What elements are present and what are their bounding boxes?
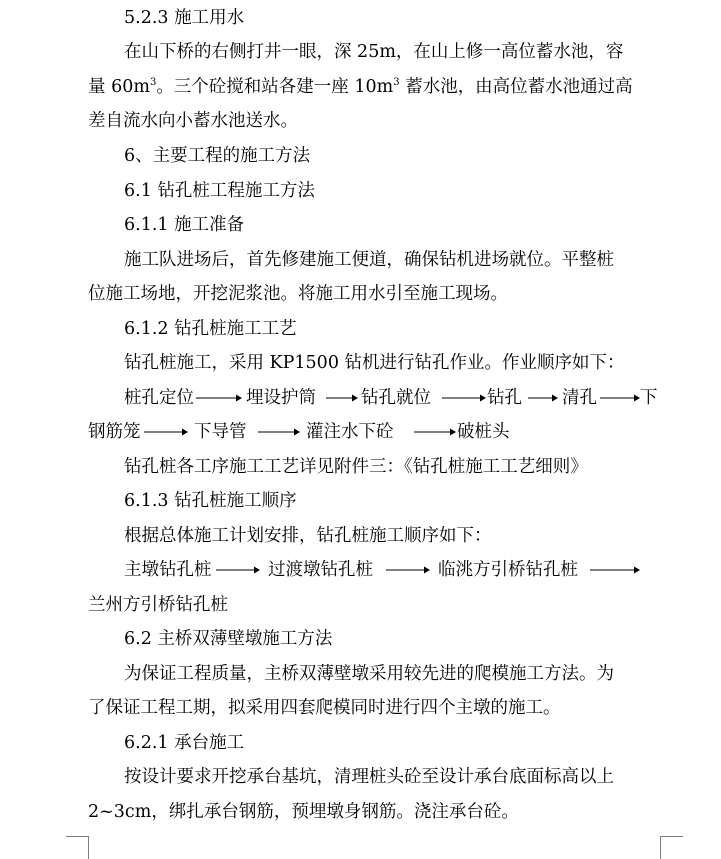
arrow-icon [258,415,300,449]
text-segment: 。三个砼搅和站各建一座 10m [156,77,394,97]
arrow-icon [326,381,358,415]
paragraph-sequence-intro: 根据总体施工计划安排，钻孔桩施工顺序如下： [124,526,492,546]
section-heading-6-1-1: 6.1.1 施工准备 [124,215,245,235]
paragraph-climbform-line1: 为保证工程质量，主桥双薄壁墩采用较先进的爬模施工方法。为 [124,664,614,684]
flow-step-drilling: 钻孔 [487,388,522,408]
paragraph-water-line1: 在山下桥的右侧打井一眼，深 25m，在山上修一高位蓄水池，容 [124,42,624,62]
paragraph-water-line3: 差自流水向小蓄水池送水。 [88,111,298,131]
flow-step-pile-positioning: 桩孔定位 [124,388,194,408]
section-heading-6-1-2: 6.1.2 钻孔桩施工工艺 [124,319,297,339]
section-heading-6-1: 6.1 钻孔桩工程施工方法 [124,181,315,201]
flow-step-lintao-approach-piles: 临洮方引桥钻孔桩 [438,560,578,580]
section-heading-6: 6、主要工程的施工方法 [124,146,311,166]
superscript: 3 [149,77,157,89]
section-heading-6-1-3: 6.1.3 钻孔桩施工顺序 [124,491,297,511]
arrow-icon [216,553,260,587]
arrow-icon [590,553,640,587]
page-corner-mark-right [660,836,683,859]
page-corner-mark-left [66,836,89,859]
paragraph-process-intro: 钻孔桩施工，采用 KP1500 钻机进行钻孔作业。作业顺序如下： [124,353,625,373]
flow-step-lanzhou-approach-piles: 兰州方引桥钻孔桩 [88,595,228,615]
section-heading-5-2-3: 5.2.3 施工用水 [124,8,245,28]
flow-step-main-pier-piles: 主墩钻孔桩 [124,560,212,580]
paragraph-prep-line1: 施工队进场后，首先修建施工便道，确保钻机进场就位。平整桩 [124,250,614,270]
flow-step-underwater-concrete: 灌注水下砼 [306,422,394,442]
flow-step-hole-cleaning: 清孔 [562,388,597,408]
paragraph-water-line2 [88,70,721,104]
arrow-icon [196,381,242,415]
text-segment: 量 60m [88,77,150,97]
flow-step-tremie: 下导管 [194,422,247,442]
paragraph-prep-line2: 位施工场地，开挖泥浆池。将施工用水引至施工现场。 [88,284,508,304]
arrow-icon [414,415,456,449]
flow-step-transition-pier-piles: 过渡墩钻孔桩 [268,560,373,580]
arrow-icon [528,381,558,415]
arrow-icon [600,381,640,415]
paragraph-pilecap-line2: 2~3cm，绑扎承台钢筋，预埋墩身钢筋。浇注承台砼。 [88,802,519,822]
flow-step-pile-head: 破桩头 [457,422,510,442]
section-heading-6-2: 6.2 主桥双薄壁墩施工方法 [124,629,333,649]
arrow-icon [386,553,430,587]
paragraph-attachment-ref: 钻孔桩各工序施工工艺详见附件三：《钻孔桩施工工艺细则》 [124,457,588,477]
flow-step-rig-position: 钻孔就位 [361,388,431,408]
section-heading-6-2-1: 6.2.1 承台施工 [124,733,245,753]
flow-step-casing: 埋设护筒 [246,388,316,408]
text-segment: 蓄水池，由高位蓄水池通过高 [399,77,633,97]
paragraph-climbform-line2: 了保证工程工期，拟采用四套爬模同时进行四个主墩的施工。 [88,698,561,718]
arrow-icon [442,381,486,415]
arrow-icon [144,415,188,449]
paragraph-pilecap-line1: 按设计要求开挖承台基坑，清理桩头砼至设计承台底面标高以上 [124,767,614,787]
superscript: 3 [393,77,400,89]
flow-step-lower-cage-part2: 钢筋笼 [88,422,141,442]
flow-step-lower-cage-part1: 下 [640,388,658,408]
